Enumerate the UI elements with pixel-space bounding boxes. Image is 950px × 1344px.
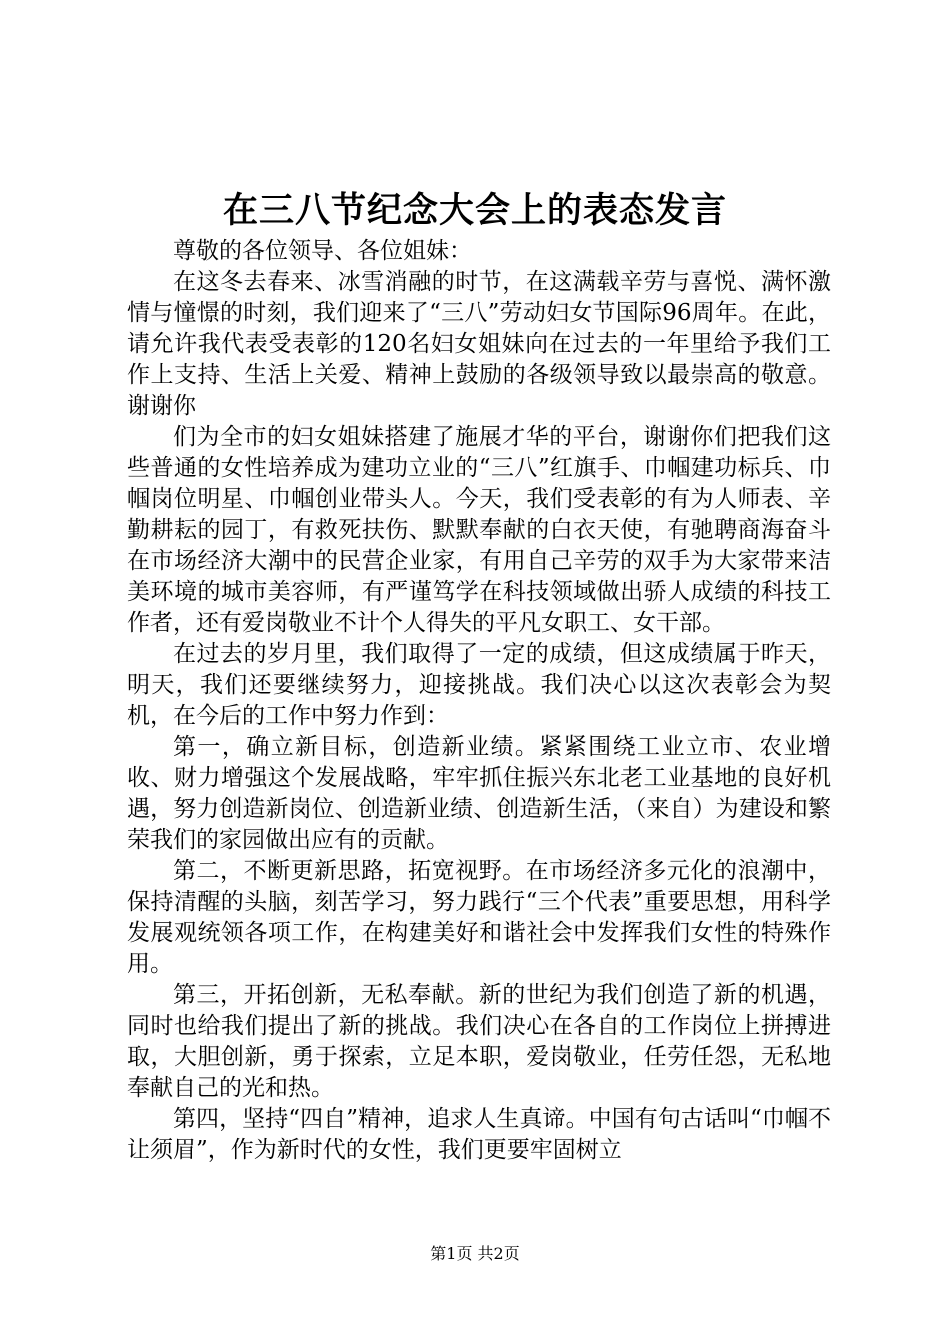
paragraph-salutation: 尊敬的各位领导、各位姐妹： <box>173 238 472 264</box>
paragraph-point-three: 第三，开拓创新，无私奉献。新的世纪为我们创造了新的机遇，同时也给我们提出了新的挑战。我们决心在各自的工作岗位上拼搏进取，大胆创新，勇于探索，立足本职，爱岗敬业，任劳任怨，无私地奉献自己的光和热。 <box>127 982 831 1101</box>
paragraph-opening: 在这冬去春来、冰雪消融的时节，在这满载辛劳与喜悦、满怀激情与憧憬的时刻，我们迎来了“三八”劳动妇女节国际96周年。在此，请允许我代表受表彰的120名妇女姐妹向在过去的一年里给予我们工作上支持、生活上关爱、精神上鼓励的各级领导致以最崇高的敬意。谢谢你 <box>127 269 831 419</box>
paragraph-point-four: 第四，坚持“四自”精神，追求人生真谛。中国有句古话叫“巾帼不让须眉”，作为新时代的女性，我们更要牢固树立 <box>127 1106 831 1163</box>
page-number-footer: 第1页 共2页 <box>430 1244 520 1263</box>
document-body <box>127 236 831 1166</box>
paragraph-point-one: 第一，确立新目标，创造新业绩。紧紧围绕工业立市、农业增收、财力增强这个发展战略，牢牢抓住振兴东北老工业基地的良好机遇，努力创造新岗位、创造新业绩、创造新生活，（来自）为建设和繁荣我们的家园做出应有的贡献。 <box>127 734 831 853</box>
paragraph-point-two: 第二，不断更新思路，拓宽视野。在市场经济多元化的浪潮中，保持清醒的头脑，刻苦学习，努力践行“三个代表”重要思想，用科学发展观统领各项工作，在构建美好和谐社会中发挥我们女性的特殊作用。 <box>127 858 831 977</box>
paragraph-thanks: 们为全市的妇女姐妹搭建了施展才华的平台，谢谢你们把我们这些普通的女性培养成为建功立业的“三八”红旗手、巾帼建功标兵、巾帼岗位明星、巾帼创业带头人。今天，我们受表彰的有为人师表、辛勤耕耘的园丁，有救死扶伤、默默奉献的白衣天使，有驰聘商海奋斗在市场经济大潮中的民营企业家，有用自己辛劳的双手为大家带来洁美环境的城市美容师，有严谨笃学在科技领域做出骄人成绩的科技工作者，还有爱岗敬业不计个人得失的平凡女职工、女干部。 <box>127 424 831 636</box>
paragraph-resolve: 在过去的岁月里，我们取得了一定的成绩，但这成绩属于昨天，明天，我们还要继续努力，迎接挑战。我们决心以这次表彰会为契机，在今后的工作中努力作到： <box>127 641 831 729</box>
document-title: 在三八节纪念大会上的表态发言 <box>222 190 727 231</box>
